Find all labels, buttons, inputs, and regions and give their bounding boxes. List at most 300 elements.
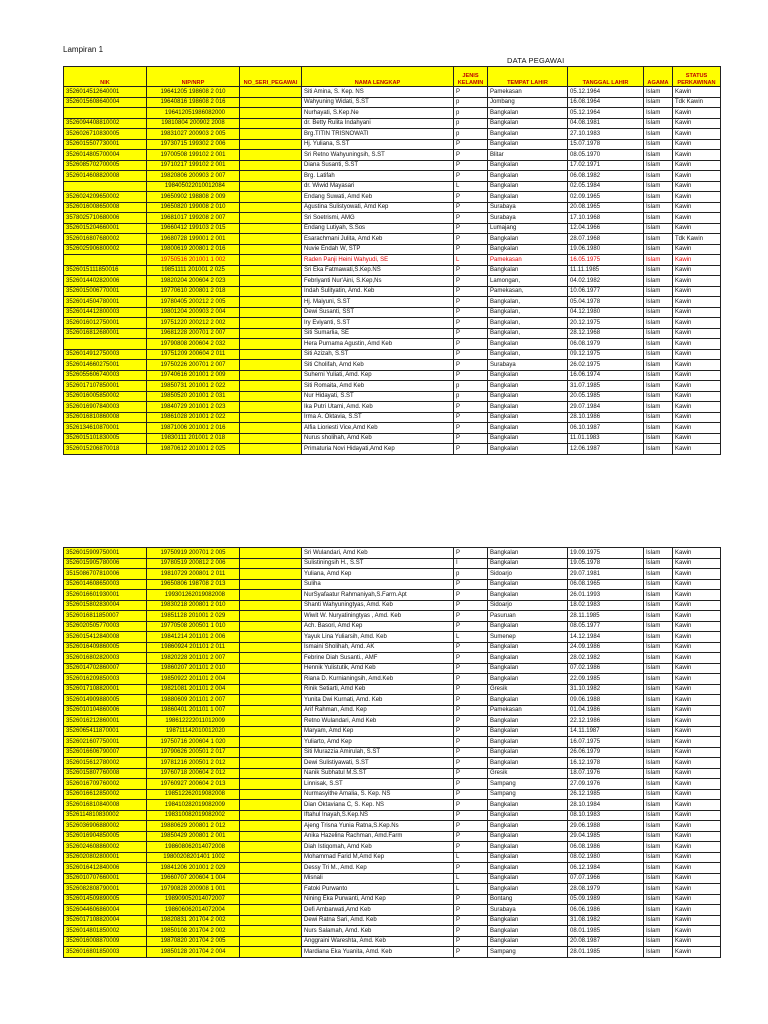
cell-nik: 3526014909880005: [64, 695, 147, 706]
cell-tempat-lahir: Bangkalan: [488, 884, 568, 895]
cell-nip: 19841206 201001 2 029: [147, 863, 240, 874]
table-row: [64, 402, 721, 413]
cell-nama: Alfia Lioriesti Vice,Amd Keb: [302, 423, 454, 434]
cell-no-seri: [240, 558, 302, 569]
cell-agama: Islam: [644, 255, 673, 266]
cell-agama: Islam: [644, 213, 673, 224]
table-row: [64, 800, 721, 811]
cell-tanggal-lahir: 29.04.1985: [568, 831, 644, 842]
cell-nik: 3526014402820006: [64, 276, 147, 287]
cell-agama: Islam: [644, 873, 673, 884]
table-row: [64, 307, 721, 318]
cell-nip: 19800619 200801 2 016: [147, 244, 240, 255]
cell-jenis-kelamin: P: [454, 926, 488, 937]
cell-tempat-lahir: Sampang: [488, 947, 568, 958]
cell-nama: Dewi Sulistiyawati, S.ST: [302, 758, 454, 769]
table-row: [64, 160, 721, 171]
cell-tempat-lahir: Sidoarjo: [488, 569, 568, 580]
cell-tanggal-lahir: 02.09.1965: [568, 192, 644, 203]
cell-agama: Islam: [644, 360, 673, 371]
cell-jenis-kelamin: P: [454, 548, 488, 559]
cell-tanggal-lahir: 19.05.1978: [568, 558, 644, 569]
cell-nip: 19750516 201001 1 002: [147, 255, 240, 266]
cell-nik: 3526015608640004: [64, 97, 147, 108]
cell-nik: 3526016810840008: [64, 800, 147, 811]
header-agama: AGAMA: [644, 67, 673, 87]
cell-tanggal-lahir: 26.01.1993: [568, 590, 644, 601]
table-row: [64, 842, 721, 853]
cell-jenis-kelamin: P: [454, 653, 488, 664]
cell-agama: Islam: [644, 695, 673, 706]
cell-nama: Sri Soetrismi, AMG: [302, 213, 454, 224]
cell-jenis-kelamin: P: [454, 915, 488, 926]
cell-jenis-kelamin: P: [454, 202, 488, 213]
cell-nik: 3526015412840008: [64, 632, 147, 643]
cell-tanggal-lahir: 20.08.1987: [568, 936, 644, 947]
cell-status: Kawin: [673, 402, 721, 413]
cell-tanggal-lahir: 16.07.1975: [568, 737, 644, 748]
cell-nik: 3526016212860001: [64, 716, 147, 727]
cell-tanggal-lahir: 04.08.1981: [568, 118, 644, 129]
table-row: [64, 108, 721, 119]
cell-status: Kawin: [673, 339, 721, 350]
cell-nip: 19860207 201101 2 010: [147, 663, 240, 674]
cell-status: Kawin: [673, 894, 721, 905]
cell-tempat-lahir: Bangkalan: [488, 831, 568, 842]
cell-tempat-lahir: Bangkalan: [488, 412, 568, 423]
cell-jenis-kelamin: P: [454, 842, 488, 853]
cell-tempat-lahir: Bangkalan: [488, 810, 568, 821]
cell-tanggal-lahir: 10.06.1977: [568, 286, 644, 297]
cell-agama: Islam: [644, 297, 673, 308]
cell-nip: 19820831 201704 2 002: [147, 915, 240, 926]
cell-tanggal-lahir: 27.09.1976: [568, 779, 644, 790]
cell-tanggal-lahir: 05.09.1989: [568, 894, 644, 905]
cell-agama: Islam: [644, 433, 673, 444]
cell-tempat-lahir: Pamekasan: [488, 255, 568, 266]
cell-agama: Islam: [644, 349, 673, 360]
cell-no-seri: [240, 402, 302, 413]
cell-nik: 3526015612780002: [64, 758, 147, 769]
cell-nip: 198606062014072004: [147, 905, 240, 916]
cell-tempat-lahir: Lamongan,: [488, 276, 568, 287]
cell-nama: Sri Eka Fatmawati,S.Kep.NS: [302, 265, 454, 276]
cell-agama: Islam: [644, 684, 673, 695]
cell-no-seri: [240, 789, 302, 800]
cell-tanggal-lahir: 28.11.1985: [568, 611, 644, 622]
table-row: [64, 810, 721, 821]
cell-nip: 198310082019082002: [147, 810, 240, 821]
cell-jenis-kelamin: P: [454, 642, 488, 653]
table-row: [64, 915, 721, 926]
cell-tanggal-lahir: 28.01.1985: [568, 947, 644, 958]
cell-nik: 3526016409860005: [64, 642, 147, 653]
table-row: [64, 674, 721, 685]
cell-nama: Mardiana Eka Yuanita, Amd. Keb: [302, 947, 454, 958]
cell-nip: 19870612 201001 2 025: [147, 444, 240, 455]
cell-no-seri: [240, 569, 302, 580]
cell-tanggal-lahir: 01.04.1986: [568, 705, 644, 716]
cell-status: Kawin: [673, 160, 721, 171]
cell-nama: Endang Suwati, Amd Keb: [302, 192, 454, 203]
cell-nik: 3526015507730001: [64, 139, 147, 150]
cell-no-seri: [240, 97, 302, 108]
cell-nama: Yuliana, Amd Kep: [302, 569, 454, 580]
cell-tempat-lahir: Bangkalan: [488, 129, 568, 140]
cell-nik: 3526014660275001: [64, 360, 147, 371]
cell-no-seri: [240, 926, 302, 937]
cell-tanggal-lahir: 06.10.1987: [568, 423, 644, 434]
cell-nama: Diah Istiqomah, Amd Keb: [302, 842, 454, 853]
cell-no-seri: [240, 360, 302, 371]
table-row: [64, 695, 721, 706]
cell-nik: 3526014801850002: [64, 926, 147, 937]
cell-tanggal-lahir: 05.12.1964: [568, 108, 644, 119]
cell-status: Kawin: [673, 150, 721, 161]
cell-tempat-lahir: Bangkalan: [488, 548, 568, 559]
cell-agama: Islam: [644, 810, 673, 821]
cell-jenis-kelamin: P: [454, 276, 488, 287]
cell-nip: 19730715 199302 2 006: [147, 139, 240, 150]
cell-jenis-kelamin: P: [454, 674, 488, 685]
cell-agama: Islam: [644, 642, 673, 653]
cell-no-seri: [240, 695, 302, 706]
cell-status: Kawin: [673, 621, 721, 632]
cell-nama: Sri Retno Wahyuningsih, S.ST: [302, 150, 454, 161]
cell-agama: Islam: [644, 653, 673, 664]
cell-status: Kawin: [673, 663, 721, 674]
cell-jenis-kelamin: P: [454, 192, 488, 203]
cell-agama: Islam: [644, 444, 673, 455]
cell-agama: Islam: [644, 726, 673, 737]
cell-nip: 19770508 200501 1 010: [147, 621, 240, 632]
cell-tanggal-lahir: 08.05.1970: [568, 150, 644, 161]
cell-status: Kawin: [673, 779, 721, 790]
cell-no-seri: [240, 433, 302, 444]
cell-nama: Nurhayati, S.Kep.Ne: [302, 108, 454, 119]
cell-status: Kawin: [673, 810, 721, 821]
cell-jenis-kelamin: P: [454, 412, 488, 423]
cell-nip: 19801204 200903 2 004: [147, 307, 240, 318]
cell-nama: Siti Amina, S. Kep. NS: [302, 87, 454, 98]
cell-nik: 3526015802830004: [64, 600, 147, 611]
cell-status: Kawin: [673, 716, 721, 727]
cell-tanggal-lahir: 17.10.1968: [568, 213, 644, 224]
cell-no-seri: [240, 339, 302, 350]
cell-status: Kawin: [673, 360, 721, 371]
cell-no-seri: [240, 202, 302, 213]
cell-jenis-kelamin: P: [454, 213, 488, 224]
cell-nip: 19841214 201101 2 006: [147, 632, 240, 643]
cell-no-seri: [240, 716, 302, 727]
cell-nik: 3526015111850016: [64, 265, 147, 276]
cell-no-seri: [240, 863, 302, 874]
document-title: DATA PEGAWAI: [507, 56, 565, 65]
cell-tempat-lahir: Bangkalan: [488, 118, 568, 129]
table-row: [64, 611, 721, 622]
cell-agama: Islam: [644, 391, 673, 402]
cell-nama: dr. Wiwid Mayasari: [302, 181, 454, 192]
cell-nama: Linnisak, S.ST: [302, 779, 454, 790]
cell-jenis-kelamin: P: [454, 160, 488, 171]
table-body-2: [64, 548, 721, 958]
cell-nik: 3526015905780006: [64, 558, 147, 569]
cell-jenis-kelamin: p: [454, 129, 488, 140]
cell-nik: [64, 339, 147, 350]
cell-nik: 3526014805700004: [64, 150, 147, 161]
cell-status: Kawin: [673, 433, 721, 444]
table-row: [64, 726, 721, 737]
lampiran-label: Lampiran 1: [63, 45, 104, 54]
cell-nik: 3526036906880002: [64, 821, 147, 832]
cell-nik: 3526014412800003: [64, 307, 147, 318]
cell-jenis-kelamin: P: [454, 87, 488, 98]
table-row: [64, 87, 721, 98]
header-nama: NAMA LENGKAP: [302, 67, 454, 87]
cell-agama: Islam: [644, 768, 673, 779]
cell-nik: [64, 108, 147, 119]
cell-tempat-lahir: Bangkalan: [488, 852, 568, 863]
cell-no-seri: [240, 234, 302, 245]
cell-agama: Islam: [644, 558, 673, 569]
cell-no-seri: [240, 370, 302, 381]
cell-agama: Islam: [644, 747, 673, 758]
cell-nip: 19750716 200604 1 020: [147, 737, 240, 748]
table-row: [64, 150, 721, 161]
cell-tanggal-lahir: 15.07.1978: [568, 139, 644, 150]
cell-nip: 19780405 200212 2 005: [147, 297, 240, 308]
cell-nama: Yuliarto, Amd Kep: [302, 737, 454, 748]
cell-nip: 19851111 201001 2 025: [147, 265, 240, 276]
cell-jenis-kelamin: p: [454, 118, 488, 129]
cell-tanggal-lahir: 09.06.1988: [568, 695, 644, 706]
cell-agama: Islam: [644, 181, 673, 192]
cell-nik: 3526114810830002: [64, 810, 147, 821]
cell-tanggal-lahir: 04.12.1980: [568, 307, 644, 318]
cell-tanggal-lahir: 16.12.1978: [568, 758, 644, 769]
cell-tanggal-lahir: 06.12.1984: [568, 863, 644, 874]
cell-tempat-lahir: Bangkalan: [488, 726, 568, 737]
cell-nik: 3526015206870018: [64, 444, 147, 455]
cell-nik: 3526017108820001: [64, 684, 147, 695]
cell-no-seri: [240, 915, 302, 926]
cell-agama: Islam: [644, 705, 673, 716]
cell-nik: 3526016601930001: [64, 590, 147, 601]
cell-no-seri: [240, 884, 302, 895]
cell-nama: NurSyafaatur Rahmaniyah,S.Farm.Apt: [302, 590, 454, 601]
cell-agama: Islam: [644, 265, 673, 276]
cell-nama: Nurs Salamah, Amd. Keb: [302, 926, 454, 937]
cell-tanggal-lahir: 28.10.1984: [568, 800, 644, 811]
cell-status: Kawin: [673, 181, 721, 192]
cell-no-seri: [240, 307, 302, 318]
table-row: [64, 873, 721, 884]
cell-status: Kawin: [673, 705, 721, 716]
cell-nik: 3526015909750001: [64, 548, 147, 559]
table-row: [64, 276, 721, 287]
cell-no-seri: [240, 423, 302, 434]
cell-nama: Sulistiningsih H., S.ST: [302, 558, 454, 569]
cell-nip: 19750226 200701 2 007: [147, 360, 240, 371]
cell-tempat-lahir: Bangkalan: [488, 433, 568, 444]
cell-nama: Ach. Basori, Amd Kep: [302, 621, 454, 632]
cell-nama: Irma A. Oktavia, S.ST: [302, 412, 454, 423]
cell-nip: 19641205 198608 2 010: [147, 87, 240, 98]
cell-nama: Iftahul Inayah,S.Kep.NS: [302, 810, 454, 821]
cell-nip: 19870820 201704 2 005: [147, 936, 240, 947]
cell-nama: Dewi Ratna Sari, Amd. Keb: [302, 915, 454, 926]
cell-nik: 3526016810860008: [64, 412, 147, 423]
cell-tempat-lahir: Bangkalan: [488, 863, 568, 874]
cell-tempat-lahir: Bangkalan: [488, 695, 568, 706]
cell-no-seri: [240, 726, 302, 737]
cell-tanggal-lahir: 11.01.1983: [568, 433, 644, 444]
cell-agama: Islam: [644, 202, 673, 213]
cell-nama: Wahyuning Widati, S.ST: [302, 97, 454, 108]
cell-nip: 19740616 201001 2 009: [147, 370, 240, 381]
cell-nama: Nanik Subhatul M.S.ST: [302, 768, 454, 779]
cell-jenis-kelamin: P: [454, 223, 488, 234]
cell-nama: Yunita Dwi Kurnati, Amd. Keb: [302, 695, 454, 706]
cell-tanggal-lahir: 26.06.1979: [568, 747, 644, 758]
cell-agama: Islam: [644, 548, 673, 559]
cell-nip: 19770610 200801 2 018: [147, 286, 240, 297]
table-row: [64, 894, 721, 905]
cell-tanggal-lahir: 29.06.1988: [568, 821, 644, 832]
cell-status: Kawin: [673, 118, 721, 129]
cell-nik: 3526044606860004: [64, 905, 147, 916]
cell-jenis-kelamin: P: [454, 768, 488, 779]
cell-tempat-lahir: Pasuruan: [488, 611, 568, 622]
cell-nip: 19650820 199008 2 010: [147, 202, 240, 213]
cell-no-seri: [240, 747, 302, 758]
cell-nip: 19710217 199102 2 001: [147, 160, 240, 171]
table-row: [64, 213, 721, 224]
cell-tempat-lahir: Bangkalan: [488, 558, 568, 569]
cell-agama: Islam: [644, 381, 673, 392]
cell-nip: 19880629 200801 2 012: [147, 821, 240, 832]
cell-nip: 19860401 201101 1 007: [147, 705, 240, 716]
cell-nip: 19700508 199102 2 001: [147, 150, 240, 161]
table-row: [64, 244, 721, 255]
table-row: [64, 265, 721, 276]
cell-jenis-kelamin: P: [454, 737, 488, 748]
cell-nip: 19850731 201001 2 022: [147, 381, 240, 392]
cell-nama: Ajeng Trisna Yunia Ratna,S.Kep.Ns: [302, 821, 454, 832]
cell-agama: Islam: [644, 139, 673, 150]
cell-agama: Islam: [644, 276, 673, 287]
cell-status: Kawin: [673, 579, 721, 590]
cell-status: Kawin: [673, 642, 721, 653]
table-row: [64, 663, 721, 674]
cell-jenis-kelamin: L: [454, 181, 488, 192]
cell-nik: 3526014702860007: [64, 663, 147, 674]
cell-no-seri: [240, 663, 302, 674]
table-row: [64, 370, 721, 381]
cell-nik: 3526024608860002: [64, 842, 147, 853]
cell-tempat-lahir: Bangkalan: [488, 842, 568, 853]
cell-no-seri: [240, 611, 302, 622]
cell-nik: 3526015807760008: [64, 768, 147, 779]
cell-status: Kawin: [673, 768, 721, 779]
cell-tempat-lahir: Bangkalan: [488, 381, 568, 392]
cell-nik: 3526065411870001: [64, 726, 147, 737]
cell-jenis-kelamin: P: [454, 789, 488, 800]
cell-nama: Dewi Susanti, SST: [302, 307, 454, 318]
cell-no-seri: [240, 768, 302, 779]
cell-jenis-kelamin: L: [454, 852, 488, 863]
cell-tempat-lahir: Surabaya: [488, 213, 568, 224]
cell-nik: 3526015101830005: [64, 433, 147, 444]
cell-jenis-kelamin: P: [454, 600, 488, 611]
cell-status: Kawin: [673, 863, 721, 874]
cell-jenis-kelamin: P: [454, 663, 488, 674]
cell-tempat-lahir: Bangkalan: [488, 936, 568, 947]
cell-tanggal-lahir: 08.05.1977: [568, 621, 644, 632]
cell-nama: Fatoki Purwanto: [302, 884, 454, 895]
cell-no-seri: [240, 139, 302, 150]
cell-nik: 3526020505770003: [64, 621, 147, 632]
cell-nik: 3526014504780001: [64, 297, 147, 308]
cell-tempat-lahir: Gresik: [488, 768, 568, 779]
cell-jenis-kelamin: P: [454, 905, 488, 916]
cell-tempat-lahir: Bangkalan: [488, 402, 568, 413]
table-row: [64, 433, 721, 444]
cell-nama: Nurus sholihah, Amd Keb: [302, 433, 454, 444]
cell-status: Kawin: [673, 548, 721, 559]
cell-nip: 19680728 199001 2 001: [147, 234, 240, 245]
cell-jenis-kelamin: P: [454, 947, 488, 958]
cell-nip: 19830218 200801 2 010: [147, 600, 240, 611]
cell-nik: 3526016904850005: [64, 831, 147, 842]
cell-status: Kawin: [673, 873, 721, 884]
cell-nip: 19660707 200604 1 004: [147, 873, 240, 884]
cell-tanggal-lahir: 27.10.1983: [568, 129, 644, 140]
table-row: [64, 831, 721, 842]
cell-status: Kawin: [673, 747, 721, 758]
cell-nip: 198909052014072007: [147, 894, 240, 905]
cell-nik: 3526094408810002: [64, 118, 147, 129]
header-tanggal-lahir: TANGGAL LAHIR: [568, 67, 644, 87]
cell-status: Kawin: [673, 600, 721, 611]
table-row: [64, 558, 721, 569]
cell-nama: Misnali: [302, 873, 454, 884]
cell-status: Kawin: [673, 611, 721, 622]
cell-agama: Islam: [644, 97, 673, 108]
cell-no-seri: [240, 590, 302, 601]
cell-jenis-kelamin: P: [454, 695, 488, 706]
cell-no-seri: [240, 600, 302, 611]
cell-nama: Ismaini Sholihah, Amd. AK: [302, 642, 454, 653]
table-row: [64, 579, 721, 590]
cell-tanggal-lahir: 04.02.1982: [568, 276, 644, 287]
table-row: [64, 171, 721, 182]
cell-no-seri: [240, 108, 302, 119]
header-status: STATUS PERKAWINAN: [673, 67, 721, 87]
cell-status: Tdk Kawin: [673, 234, 721, 245]
table-row: [64, 286, 721, 297]
cell-nama: Rinik Setiarti, Amd Keb: [302, 684, 454, 695]
cell-tanggal-lahir: 12.06.1987: [568, 444, 644, 455]
cell-nip: 198608062014072008: [147, 842, 240, 853]
table-row: [64, 621, 721, 632]
cell-status: Kawin: [673, 905, 721, 916]
cell-nama: Raden Panji Heini Wahyudi, SE: [302, 255, 454, 266]
cell-nik: 3526016412840006: [64, 863, 147, 874]
cell-jenis-kelamin: P: [454, 265, 488, 276]
cell-nip: 19760718 200604 2 012: [147, 768, 240, 779]
cell-tanggal-lahir: 05.12.1964: [568, 87, 644, 98]
